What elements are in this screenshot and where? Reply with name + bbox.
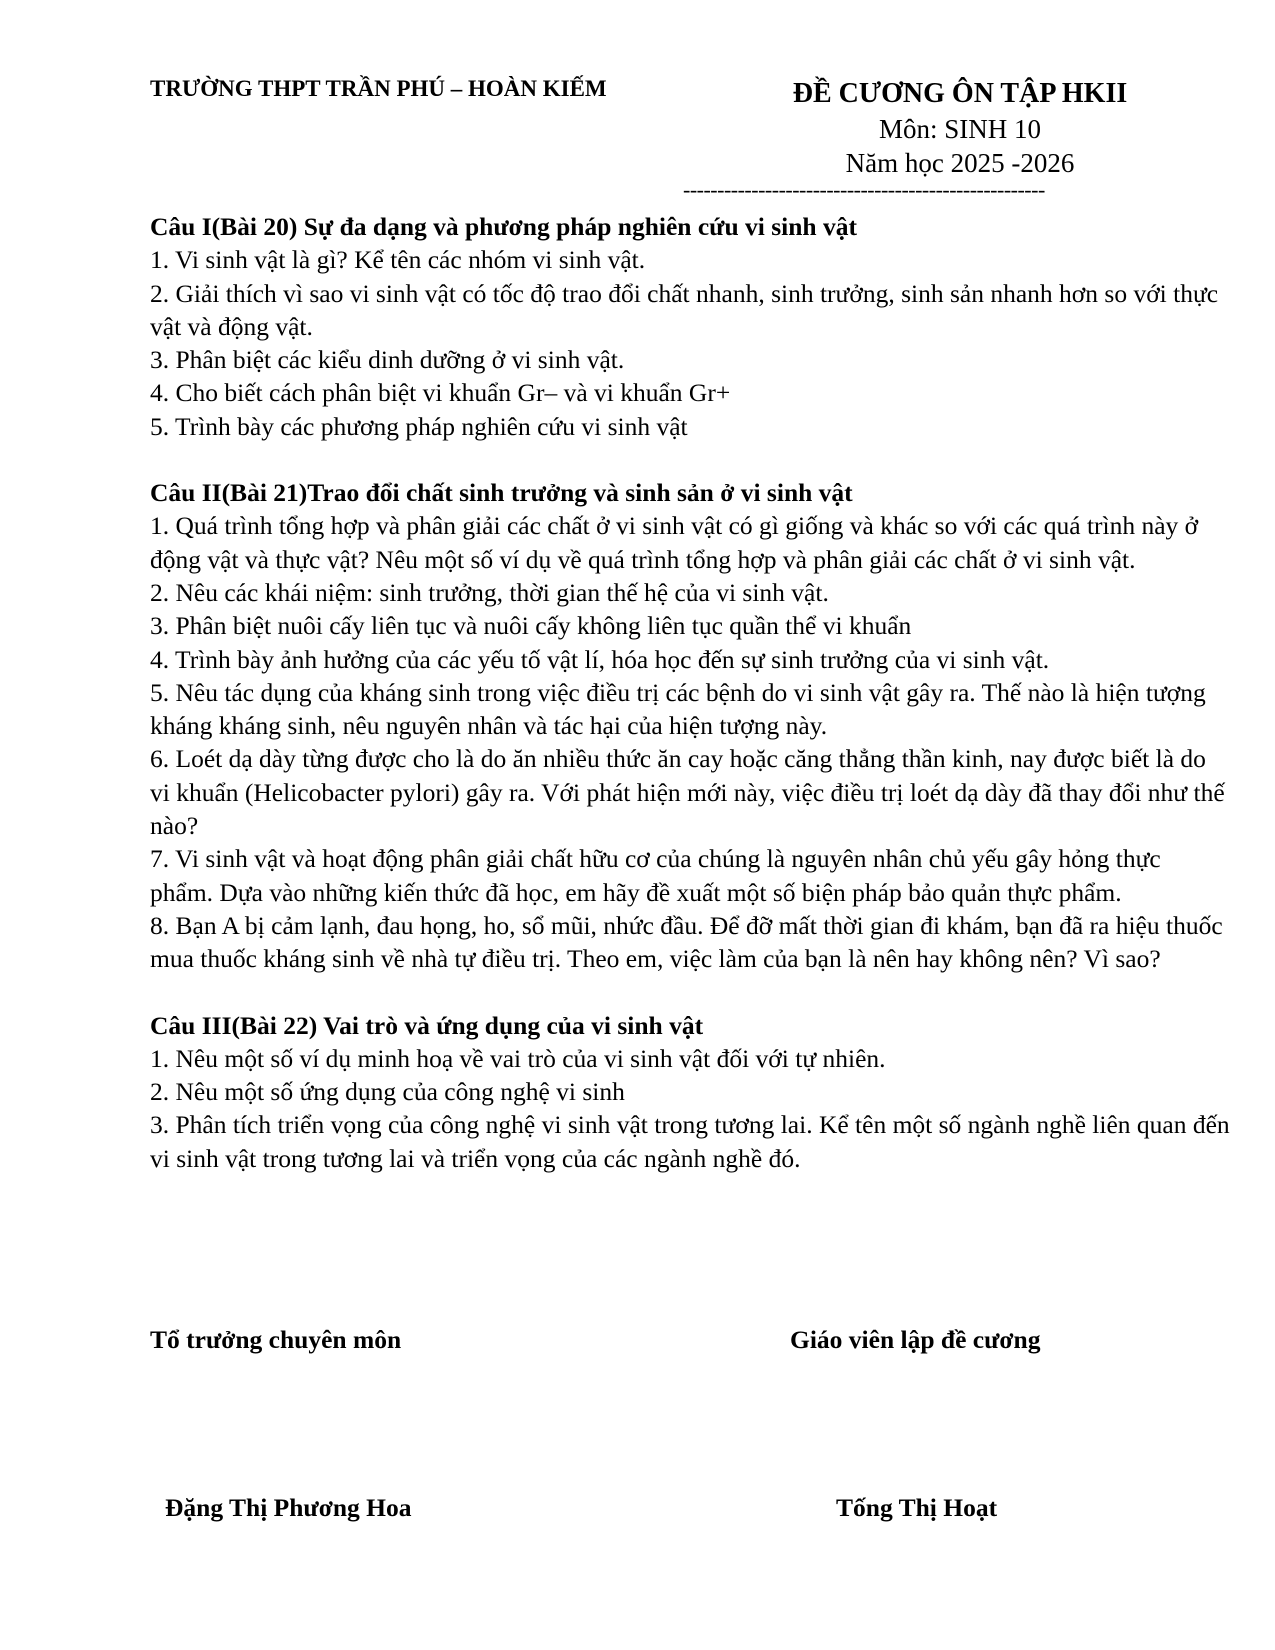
- document-title: ĐỀ CƯƠNG ÔN TẬP HKII: [792, 78, 1128, 109]
- question-item: 7. Vi sinh vật và hoạt động phân giải chất hữu cơ của chúng là nguyên nhân chủ yếu gây hỏng thực phẩm. Dựa vào những kiến thức đã học, em hãy đề xuất một số biện pháp bảo quản thực phẩm.: [150, 844, 1161, 907]
- separator-line: -----------------------------------------------------: [683, 177, 1045, 202]
- question-item: 8. Bạn A bị cảm lạnh, đau họng, ho, sổ mũi, nhức đầu. Để đỡ mất thời gian đi khám, bạn đã ra hiệu thuốc mua thuốc kháng sinh về nhà tự điều trị. Theo em, việc làm của bạn là nên hay không nên? Vì sao?: [150, 910, 1223, 974]
- section-3: [150, 1009, 1230, 1175]
- question-item: 4. Cho biết cách phân biệt vi khuẩn Gr– và vi khuẩn Gr+: [150, 378, 731, 408]
- department-head-title: Tổ trưởng chuyên môn: [150, 1325, 402, 1354]
- department-head-name: Đặng Thị Phương Hoa: [165, 1493, 412, 1522]
- question-item: 3. Phân tích triển vọng của công nghệ vi sinh vật trong tương lai. Kể tên một số ngành nghề liên quan đến vi sinh vật trong tương lai và triển vọng của các ngành nghề đó.: [150, 1110, 1230, 1173]
- document-body: [150, 210, 1230, 1208]
- section-2: [150, 476, 1230, 975]
- question-item: 1. Nêu một số ví dụ minh hoạ về vai trò của vi sinh vật đối với tự nhiên.: [150, 1043, 886, 1073]
- section-heading: Câu I(Bài 20) Sự đa dạng và phương pháp nghiên cứu vi sinh vật: [150, 212, 857, 241]
- question-item: 5. Nêu tác dụng của kháng sinh trong việc điều trị các bệnh do vi sinh vật gây ra. Thế nào là hiện tượng kháng kháng sinh, nêu nguyên nhân và tác hại của hiện tượng này.: [150, 677, 1206, 741]
- question-item: 5. Trình bày các phương pháp nghiên cứu vi sinh vật: [150, 411, 688, 441]
- question-item: 2. Giải thích vì sao vi sinh vật có tốc độ trao đổi chất nhanh, sinh trưởng, sinh sản nhanh hơn so với thực vật và động vật.: [150, 278, 1219, 341]
- question-item: 6. Loét dạ dày từng được cho là do ăn nhiều thức ăn cay hoặc căng thẳng thần kinh, nay được biết là do vi khuẩn (Helicobacter pylori) gây ra. Với phát hiện mới này, việc điều trị loét dạ dày đã thay đổi như thế nào?: [150, 744, 1225, 841]
- question-item: 1. Quá trình tổng hợp và phân giải các chất ở vi sinh vật có gì giống và khác so với các quá trình này ở động vật và thực vật? Nêu một số ví dụ về quá trình tổng hợp và phân giải các chất ở vi sinh vật.: [150, 511, 1199, 574]
- question-item: 4. Trình bày ảnh hưởng của các yếu tố vật lí, hóa học đến sự sinh trưởng của vi sinh vật.: [150, 644, 1050, 674]
- school-year: Năm học 2025 -2026: [845, 148, 1075, 178]
- question-item: 2. Nêu một số ứng dụng của công nghệ vi sinh: [150, 1077, 625, 1107]
- question-item: 3. Phân biệt nuôi cấy liên tục và nuôi cấy không liên tục quần thể vi khuẩn: [150, 611, 912, 641]
- question-item: 2. Nêu các khái niệm: sinh trưởng, thời gian thế hệ của vi sinh vật.: [150, 577, 829, 607]
- title-block: [700, 76, 1220, 180]
- section-heading: Câu III(Bài 22) Vai trò và ứng dụng của vi sinh vật: [150, 1010, 704, 1040]
- section-1: [150, 210, 1230, 443]
- section-heading: Câu II(Bài 21)Trao đổi chất sinh trưởng và sinh sản ở vi sinh vật: [150, 478, 853, 508]
- subject-line: Môn: SINH 10: [878, 114, 1041, 144]
- school-name: TRƯỜNG THPT TRẦN PHÚ – HOÀN KIẾM: [150, 76, 607, 101]
- question-item: 1. Vi sinh vật là gì? Kể tên các nhóm vi sinh vật.: [150, 245, 646, 275]
- question-item: 3. Phân biệt các kiểu dinh dưỡng ở vi sinh vật.: [150, 345, 625, 375]
- teacher-name: Tống Thị Hoạt: [836, 1493, 998, 1522]
- teacher-title: Giáo viên lập đề cương: [790, 1325, 1041, 1354]
